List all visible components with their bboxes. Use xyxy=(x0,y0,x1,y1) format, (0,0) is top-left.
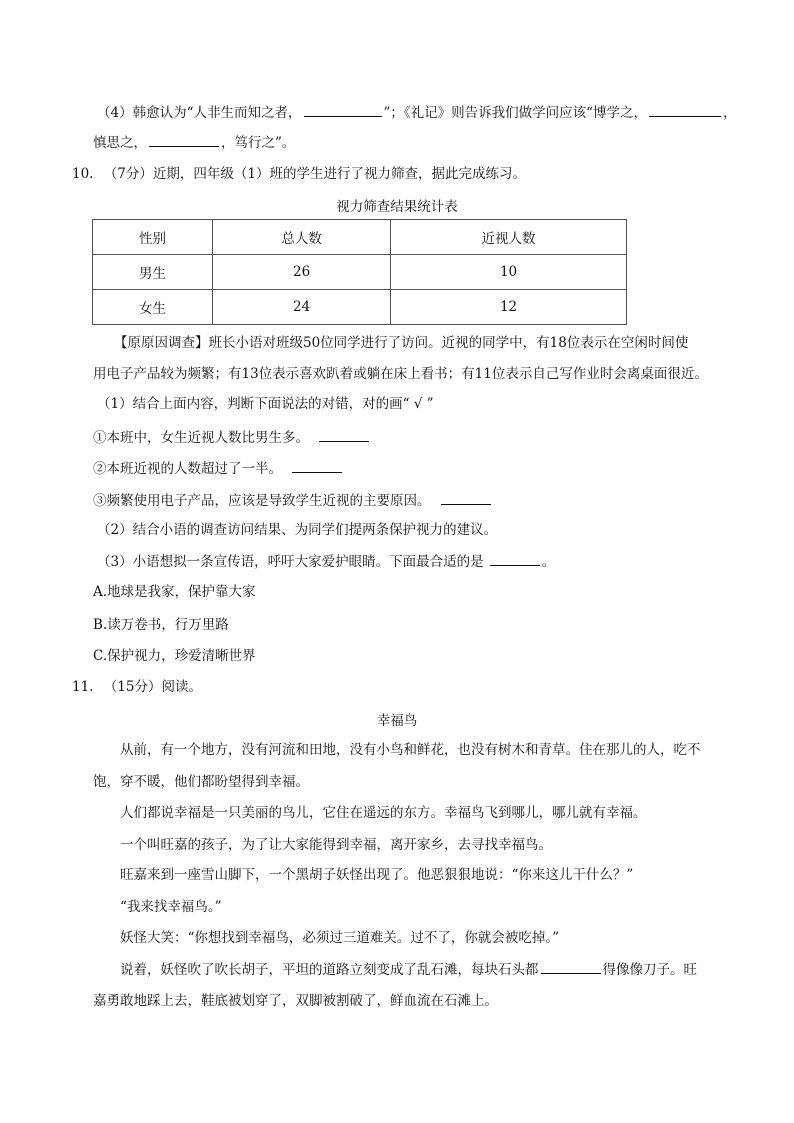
question-number: 11. xyxy=(72,679,94,695)
paragraph-1-line2: 饱，穿不暖，他们都盼望得到幸福。 xyxy=(93,774,309,790)
vision-table xyxy=(92,219,627,325)
paragraph-7-line1 xyxy=(120,959,697,980)
q9-4-text-a: （4）韩愈认为“人非生而知之者， xyxy=(97,105,302,121)
table-cell: 26 xyxy=(213,255,391,290)
question-number: 10. xyxy=(72,166,94,182)
answer-blank[interactable] xyxy=(149,132,219,147)
q9-4-line2 xyxy=(93,132,295,153)
table-cell: 10 xyxy=(391,255,627,290)
survey-line2: 用电子产品较为频繁；有13位表示喜欢趴着或躺在床上看书；有11位表示自己写作业时会离桌面很近。 xyxy=(93,366,708,382)
option-a[interactable]: A.地球是我家，保护靠大家 xyxy=(93,584,256,600)
table-header-cell: 性别 xyxy=(93,220,213,255)
q9-4-text-c: ， xyxy=(723,105,737,121)
q9-4-text-e: ，笃行之”。 xyxy=(221,135,296,151)
judge-item-text: ②本班近视的人数超过了一半。 xyxy=(93,461,282,477)
paragraph-2: 人们都说幸福是一只美丽的鸟儿，它住在遥远的东方。幸福鸟飞到哪儿，哪儿就有幸福。 xyxy=(120,805,647,821)
table-cell: 24 xyxy=(213,290,391,325)
paragraph-4: 旺嘉来到一座雪山脚下，一个黑胡子妖怪出现了。他恶狠狠地说：“你来这儿干什么？” xyxy=(120,867,634,883)
option-b[interactable]: B.读万卷书，行万里路 xyxy=(93,617,229,633)
answer-blank[interactable] xyxy=(541,959,601,974)
table-header-cell: 近视人数 xyxy=(391,220,627,255)
q9-4-text-d: 慎思之， xyxy=(93,135,147,151)
judge-item-2 xyxy=(93,458,344,479)
answer-blank[interactable] xyxy=(649,102,721,117)
table-header-row xyxy=(93,220,627,255)
sub-question-2: （2）结合小语的调查访问结果、为同学们提两条保护视力的建议。 xyxy=(97,522,498,538)
paragraph-7-line2: 嘉勇敢地踩上去，鞋底被划穿了，双脚被割破了，鲜血流在石滩上。 xyxy=(93,993,498,1009)
q11-header xyxy=(72,677,202,697)
sub-question-1: （1）结合上面内容，判断下面说法的对错，对的画“ √ ” xyxy=(97,396,434,412)
table-cell: 12 xyxy=(391,290,627,325)
sub-question-3 xyxy=(97,551,555,572)
paragraph-7-text-a: 说着，妖怪吹了吹长胡子，平坦的道路立刻变成了乱石滩，每块石头都 xyxy=(120,962,539,978)
table-cell: 男生 xyxy=(93,255,213,290)
sub-question-3-end: 。 xyxy=(541,554,556,570)
question-header: （7分）近期，四年级（1）班的学生进行了视力筛查，据此完成练习。 xyxy=(103,166,526,182)
paragraph-3: 一个叫旺嘉的孩子，为了让大家能得到幸福，离开家乡，去寻找幸福鸟。 xyxy=(120,837,552,853)
paragraph-1-line1: 从前，有一个地方，没有河流和田地，没有小鸟和鲜花，也没有树木和青草。住在那儿的人，吃不 xyxy=(120,742,701,758)
judge-item-text: ③频繁使用电子产品，应该是导致学生近视的主要原因。 xyxy=(93,493,431,509)
answer-blank[interactable] xyxy=(490,551,540,566)
answer-blank[interactable] xyxy=(292,458,342,473)
paragraph-5: “我来找幸福鸟。” xyxy=(120,899,222,915)
survey-line1: 【原原因调查】班长小语对班级50位同学进行了访问。近视的同学中，有18位表示在空闲时间使 xyxy=(114,335,689,351)
judge-item-3 xyxy=(93,490,493,511)
answer-blank[interactable] xyxy=(441,490,491,505)
story-title: 幸福鸟 xyxy=(376,713,418,729)
table-row xyxy=(93,255,627,290)
judge-item-text: ①本班中，女生近视人数比男生多。 xyxy=(93,430,309,446)
paragraph-7-text-b: 得像像刀子。旺 xyxy=(602,962,697,978)
q9-4-line1 xyxy=(97,102,737,123)
table-cell: 女生 xyxy=(93,290,213,325)
table-header-cell: 总人数 xyxy=(213,220,391,255)
table-title: 视力筛查结果统计表 xyxy=(336,199,458,215)
judge-item-1 xyxy=(93,427,371,448)
paragraph-6: 妖怪大笑：“你想找到幸福鸟，必须过三道难关。过不了，你就会被吃掉。” xyxy=(120,930,560,946)
answer-blank[interactable] xyxy=(319,427,369,442)
q9-4-text-b: ”；《礼记》则告诉我们做学问应该“博学之， xyxy=(383,105,648,121)
table-row xyxy=(93,290,627,325)
q10-header xyxy=(72,164,526,184)
question-header: （15分）阅读。 xyxy=(103,679,202,695)
option-c[interactable]: C.保护视力，珍爱清晰世界 xyxy=(93,648,256,664)
sub-question-3-text: （3）小语想拟一条宣传语，呼吁大家爱护眼睛。下面最合适的是 xyxy=(97,554,484,570)
answer-blank[interactable] xyxy=(304,102,382,117)
